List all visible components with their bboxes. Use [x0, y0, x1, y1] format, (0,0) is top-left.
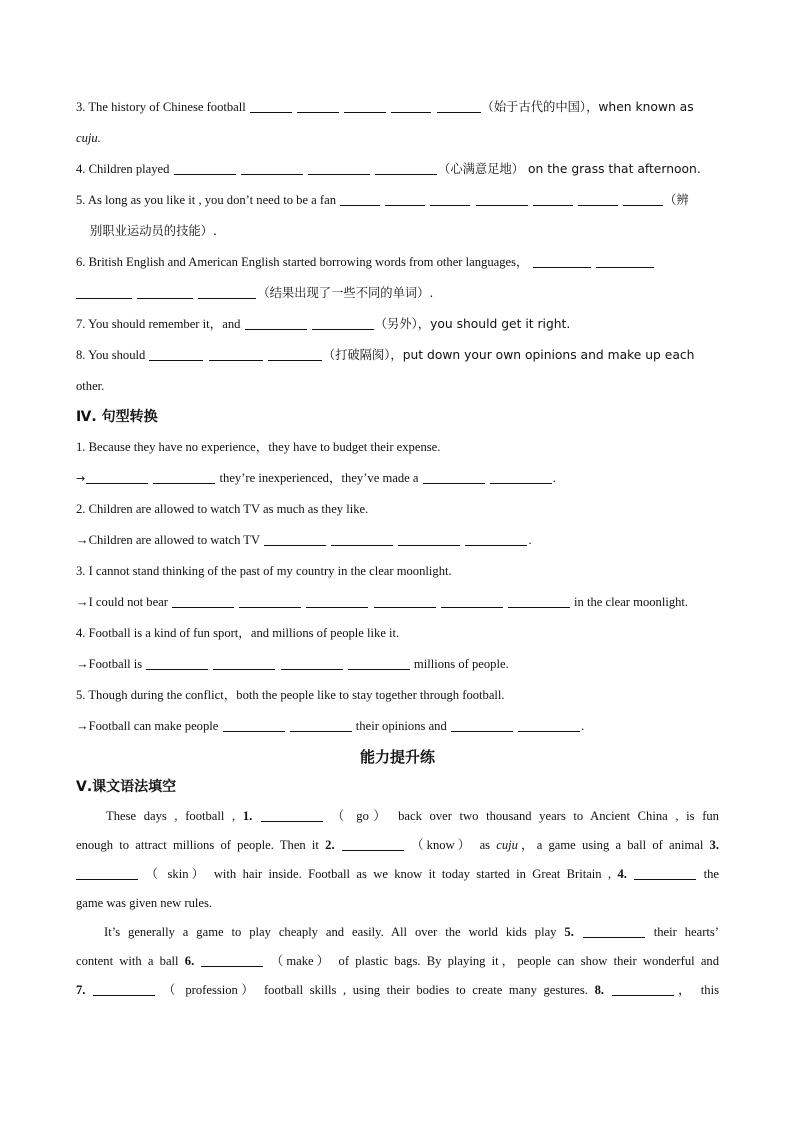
answer-blank[interactable]	[476, 193, 528, 206]
answer-blank[interactable]	[340, 193, 380, 206]
passage-text: their hearts’	[645, 925, 720, 939]
answer-text: →Football is	[76, 657, 146, 671]
answer-blank[interactable]	[430, 193, 470, 206]
answer-blank[interactable]	[596, 255, 654, 268]
translation-item-5	[76, 185, 719, 216]
passage-text: of plastic bags. By playing it，people can show their wonderful and	[332, 954, 720, 968]
translation-item-3	[76, 92, 719, 123]
answer-blank[interactable]	[342, 838, 404, 851]
answer-blank[interactable]	[344, 100, 386, 113]
answer-blank[interactable]	[612, 983, 674, 996]
passage-text: These days , football ,	[106, 809, 236, 823]
item-text: 4. Children played	[76, 162, 170, 176]
passage-text: cuju	[496, 838, 518, 852]
answer-blank[interactable]	[423, 471, 485, 484]
answer-blank[interactable]	[508, 595, 570, 608]
answer-blank[interactable]	[86, 471, 148, 484]
passage-line	[76, 976, 719, 1005]
answer-blank[interactable]	[490, 471, 552, 484]
answer-blank[interactable]	[137, 286, 193, 299]
answer-blank[interactable]	[451, 719, 513, 732]
item-text: 3. The history of Chinese football	[76, 100, 246, 114]
question-text: 1. Because they have no experience，they have to budget their expense.	[76, 440, 441, 454]
answer-blank[interactable]	[518, 719, 580, 732]
passage-line	[76, 831, 719, 860]
section-heading: Ⅴ.课文语法填空	[76, 779, 177, 795]
answer-blank[interactable]	[306, 595, 368, 608]
answer-blank[interactable]	[578, 193, 618, 206]
answer-blank[interactable]	[201, 954, 263, 967]
answer-blank[interactable]	[312, 317, 374, 330]
answer-blank[interactable]	[634, 867, 696, 880]
answer-blank[interactable]	[441, 595, 503, 608]
blank-number: 2.	[325, 838, 335, 852]
item-text: 6. British English and American English started borrowing words from other languages，	[76, 255, 529, 269]
passage-text: ，a game using a ball of animal	[517, 838, 704, 852]
answer-blank[interactable]	[375, 162, 437, 175]
answer-text: .	[581, 719, 585, 733]
word-hint: （know）	[411, 838, 474, 852]
arrow-icon: →	[76, 472, 86, 485]
answer-row	[76, 525, 719, 556]
passage-text: with hair inside. Football as we know it today started in Great Britain ,	[207, 867, 612, 881]
answer-text: they’re inexperienced，they’ve made a	[216, 471, 422, 485]
item-hint: （辨	[664, 193, 689, 207]
answer-text: in the clear moonlight.	[570, 595, 689, 609]
passage-text: enough to attract millions of people. Then it	[76, 838, 319, 852]
answer-blank[interactable]	[245, 317, 307, 330]
answer-row	[76, 649, 719, 680]
item-hint: （心满意足地） on the grass that afternoon.	[438, 162, 701, 176]
passage-line	[76, 947, 719, 976]
answer-text: →Football can make people	[76, 719, 222, 733]
question-text: 2. Children are allowed to watch TV as much as they like.	[76, 502, 369, 516]
answer-blank[interactable]	[533, 193, 573, 206]
answer-blank[interactable]	[223, 719, 285, 732]
answer-blank[interactable]	[198, 286, 256, 299]
answer-blank[interactable]	[374, 595, 436, 608]
question-row	[76, 432, 719, 463]
translation-item-6-cont	[76, 278, 719, 309]
answer-blank[interactable]	[241, 162, 303, 175]
answer-blank[interactable]	[391, 100, 431, 113]
answer-blank[interactable]	[268, 348, 322, 361]
passage-text: the	[697, 867, 719, 881]
question-row	[76, 556, 719, 587]
section-title: 能力提升练	[359, 748, 435, 766]
answer-blank[interactable]	[261, 809, 323, 822]
question-row	[76, 680, 719, 711]
blank-number: 1.	[242, 809, 253, 823]
passage-text: as	[473, 838, 497, 852]
blank-number: 3.	[709, 838, 719, 852]
translation-item-8-cont	[76, 371, 719, 402]
passage-text: It’s generally a game to play cheaply and easily. All over the world kids play	[104, 925, 557, 939]
item-hint: （结果出现了一些不同的单词）.	[257, 286, 434, 300]
item-text: cuju.	[76, 131, 101, 145]
answer-blank[interactable]	[76, 286, 132, 299]
passage-line	[76, 889, 719, 918]
answer-blank[interactable]	[533, 255, 591, 268]
word-hint: （make）	[270, 954, 333, 968]
item-hint: （打破隔阂），put down your own opinions and make up each	[322, 348, 695, 362]
answer-blank[interactable]	[385, 193, 425, 206]
blank-number: 4.	[617, 867, 627, 881]
blank-number: 5.	[564, 925, 574, 939]
answer-blank[interactable]	[93, 983, 155, 996]
answer-text: .	[528, 533, 532, 547]
worksheet-page	[76, 92, 719, 1005]
answer-text: their opinions and	[352, 719, 450, 733]
answer-blank[interactable]	[281, 657, 343, 670]
answer-blank[interactable]	[172, 595, 234, 608]
translation-item-7	[76, 309, 719, 340]
passage-text: football skills , using their bodies to create many gestures.	[257, 983, 588, 997]
translation-item-6	[76, 247, 719, 278]
answer-blank[interactable]	[146, 657, 208, 670]
question-row	[76, 618, 719, 649]
question-text: 3. I cannot stand thinking of the past of my country in the clear moonlight.	[76, 564, 452, 578]
passage-line	[76, 918, 719, 947]
item-hint: （始于古代的中国），when known as	[481, 100, 694, 114]
answer-blank[interactable]	[308, 162, 370, 175]
answer-blank[interactable]	[331, 533, 393, 546]
passage-line	[76, 860, 719, 889]
answer-blank[interactable]	[398, 533, 460, 546]
answer-row	[76, 711, 719, 742]
item-hint: 别职业运动员的技能）.	[90, 224, 217, 238]
answer-blank[interactable]	[76, 867, 138, 880]
answer-blank[interactable]	[239, 595, 301, 608]
answer-blank[interactable]	[149, 348, 203, 361]
answer-blank[interactable]	[209, 348, 263, 361]
item-text: 7. You should remember it，and	[76, 317, 241, 331]
translation-item-5-cont	[76, 216, 719, 247]
answer-row	[76, 587, 719, 618]
passage-text: ， this	[674, 983, 719, 997]
answer-blank[interactable]	[290, 719, 352, 732]
answer-text: →I could not bear	[76, 595, 172, 609]
word-hint: （ profession）	[162, 983, 258, 997]
item-text: other.	[76, 379, 105, 393]
answer-blank[interactable]	[583, 925, 645, 938]
answer-blank[interactable]	[153, 471, 215, 484]
section-heading: Ⅳ. 句型转换	[76, 409, 158, 425]
answer-blank[interactable]	[297, 100, 339, 113]
question-text: 4. Football is a kind of fun sport，and millions of people like it.	[76, 626, 400, 640]
item-text: 8. You should	[76, 348, 146, 362]
passage-text: game was given new rules.	[76, 896, 213, 910]
item-text: 5. As long as you like it , you don’t need to be a fan	[76, 193, 336, 207]
answer-blank[interactable]	[213, 657, 275, 670]
item-hint: （另外），you should get it right.	[374, 317, 571, 331]
blank-number: 7.	[76, 983, 86, 997]
answer-blank[interactable]	[437, 100, 481, 113]
passage-text: content with a ball	[76, 954, 179, 968]
answer-blank[interactable]	[623, 193, 663, 206]
word-hint: （ skin）	[145, 867, 208, 881]
passage-text: back over two thousand years to Ancient China , is fun	[390, 809, 719, 823]
question-text: 5. Though during the conflict，both the people like to stay together through football.	[76, 688, 505, 702]
passage-line	[76, 802, 719, 831]
blank-number: 6.	[184, 954, 195, 968]
answer-row	[76, 463, 719, 494]
translation-item-8	[76, 340, 719, 371]
answer-blank[interactable]	[174, 162, 236, 175]
blank-number: 8.	[594, 983, 605, 997]
answer-blank[interactable]	[250, 100, 292, 113]
answer-text: →Children are allowed to watch TV	[76, 533, 263, 547]
answer-blank[interactable]	[264, 533, 326, 546]
word-hint: （ go）	[331, 809, 391, 823]
answer-text: millions of people.	[410, 657, 509, 671]
translation-item-4	[76, 154, 719, 185]
answer-blank[interactable]	[465, 533, 527, 546]
translation-item-3-cont	[76, 123, 719, 154]
question-row	[76, 494, 719, 525]
answer-text: .	[552, 471, 556, 485]
answer-blank[interactable]	[348, 657, 410, 670]
